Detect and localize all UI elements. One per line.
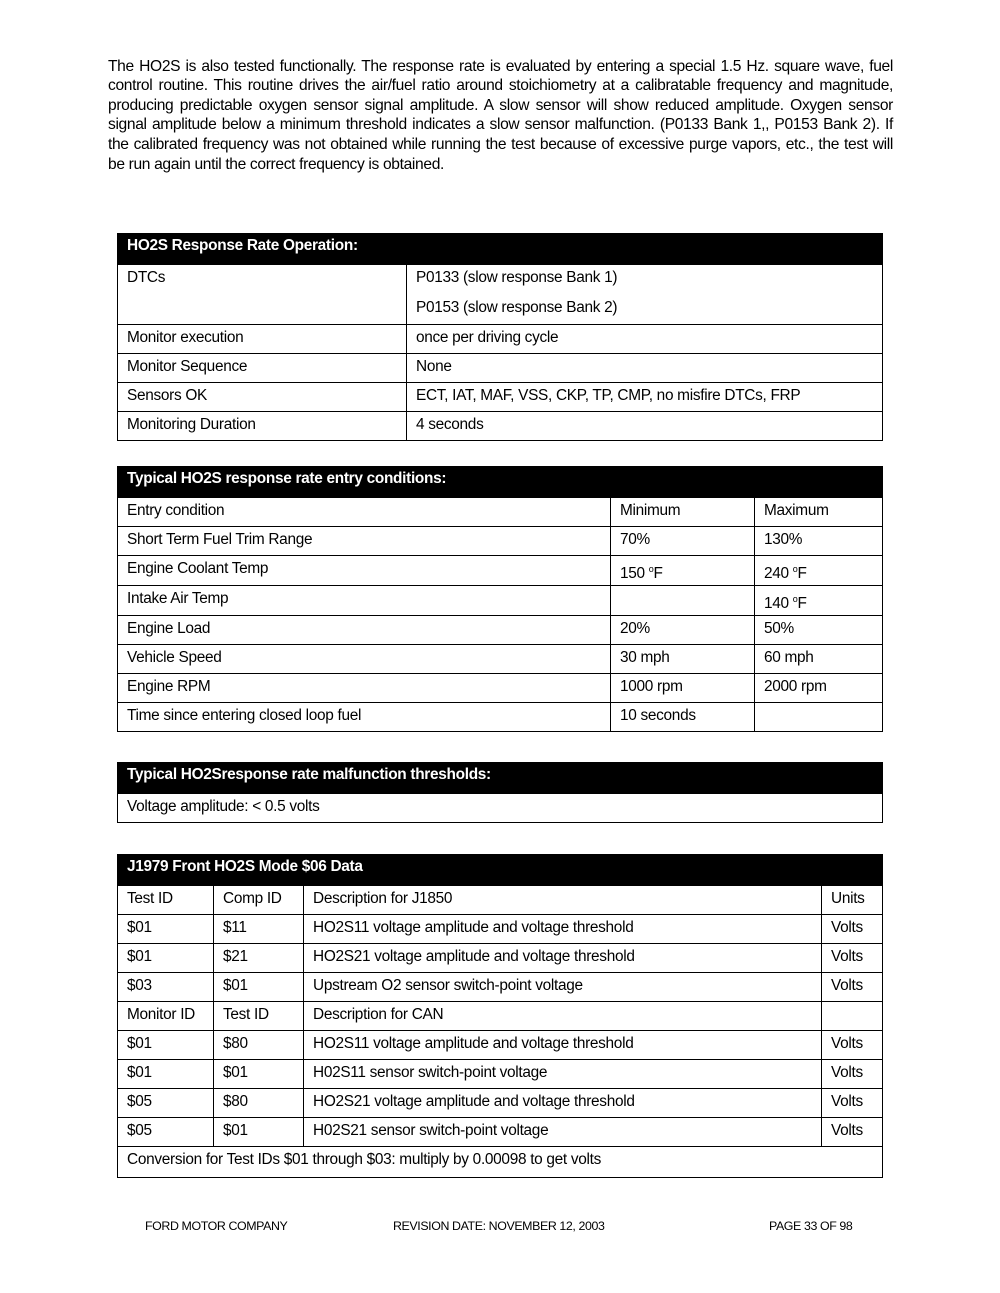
description-cell: H02S21 sensor switch-point voltage <box>304 1118 822 1147</box>
table-row <box>118 265 883 325</box>
table-header-row <box>118 498 883 527</box>
row-label: Monitor execution <box>118 325 407 354</box>
monitor-id-cell: $01 <box>118 1031 214 1060</box>
degree-symbol: o <box>648 564 654 574</box>
footer-company: FORD MOTOR COMPANY <box>145 1219 288 1233</box>
table-row <box>118 1060 883 1089</box>
max-cell: 130% <box>755 527 883 556</box>
footer-page-number: PAGE 33 OF 98 <box>769 1219 853 1233</box>
table-row <box>118 325 883 354</box>
max-cell: 240 $^o$F <box>755 556 883 586</box>
column-header: Test ID <box>118 886 214 915</box>
max-cell: 60 mph <box>755 645 883 674</box>
row-label: Monitoring Duration <box>118 412 407 441</box>
malfunction-thresholds-table <box>117 762 883 823</box>
row-value: None <box>407 354 883 383</box>
row-value: 4 seconds <box>407 412 883 441</box>
description-cell: Upstream O2 sensor switch-point voltage <box>304 973 822 1002</box>
row-value: ECT, IAT, MAF, VSS, CKP, TP, CMP, no misfire DTCs, FRP <box>407 383 883 412</box>
table-row <box>118 973 883 1002</box>
column-header: Maximum <box>755 498 883 527</box>
max-cell <box>755 703 883 732</box>
row-label: Monitor Sequence <box>118 354 407 383</box>
degree-symbol: o <box>792 564 798 574</box>
dtc-bank2: P0153 (slow response Bank 2) <box>416 299 618 316</box>
comp-id-cell: $11 <box>214 915 304 944</box>
table-row <box>118 915 883 944</box>
column-header: Description for CAN <box>304 1002 822 1031</box>
min-cell: 70% <box>611 527 755 556</box>
test-id-cell: $01 <box>214 1060 304 1089</box>
table-row <box>118 674 883 703</box>
entry-table-title: Typical HO2S response rate entry conditions: <box>118 467 883 498</box>
units-cell: Volts <box>822 1118 883 1147</box>
operation-table-title: HO2S Response Rate Operation: <box>118 234 883 265</box>
test-id-cell: $01 <box>214 1118 304 1147</box>
mode06-table-title: J1979 Front HO2S Mode $06 Data <box>118 855 883 886</box>
min-cell: 20% <box>611 616 755 645</box>
table-row <box>118 1118 883 1147</box>
condition-cell: Time since entering closed loop fuel <box>118 703 611 732</box>
units-cell: Volts <box>822 944 883 973</box>
column-header <box>822 1002 883 1031</box>
entry-conditions-table <box>117 466 883 732</box>
column-header: Description for J1850 <box>304 886 822 915</box>
description-cell: H02S11 sensor switch-point voltage <box>304 1060 822 1089</box>
test-id-cell: $01 <box>118 915 214 944</box>
test-id-cell: $80 <box>214 1031 304 1060</box>
row-value: once per driving cycle <box>407 325 883 354</box>
table-row <box>118 527 883 556</box>
condition-cell: Short Term Fuel Trim Range <box>118 527 611 556</box>
units-cell: Volts <box>822 915 883 944</box>
max-cell: 2000 rpm <box>755 674 883 703</box>
column-header: Entry condition <box>118 498 611 527</box>
row-label: DTCs <box>118 265 407 325</box>
column-header: Minimum <box>611 498 755 527</box>
units-cell: Volts <box>822 1031 883 1060</box>
units-cell: Volts <box>822 973 883 1002</box>
column-header: Test ID <box>214 1002 304 1031</box>
table-row <box>118 645 883 674</box>
intro-paragraph: The HO2S is also tested functionally. The response rate is evaluated by entering a special 1.5 Hz. square wave, fuel control routine. This routine drives the air/fuel ratio around stoichiometry at a calibratable frequency and magnitude, producing predictable oxygen sensor signal amplitude. A slow sensor will show reduced amplitude. Oxygen sensor signal amplitude below a minimum threshold indicates a slow sensor malfunction. (P0133 Bank 1,, P0153 Bank 2). If the calibrated frequency was not obtained while running the test because of excessive purge vapors, etc., the test will be run again until the correct frequency is obtained. <box>108 57 893 173</box>
column-header: Units <box>822 886 883 915</box>
monitor-id-cell: $05 <box>118 1118 214 1147</box>
units-cell: Volts <box>822 1060 883 1089</box>
max-cell: 140 $^o$F <box>755 586 883 616</box>
description-cell: HO2S21 voltage amplitude and voltage threshold <box>304 1089 822 1118</box>
column-header: Comp ID <box>214 886 304 915</box>
min-cell: 10 seconds <box>611 703 755 732</box>
table-row <box>118 616 883 645</box>
table-row <box>118 1031 883 1060</box>
operation-table <box>117 233 883 441</box>
column-header: Monitor ID <box>118 1002 214 1031</box>
condition-cell: Engine RPM <box>118 674 611 703</box>
condition-cell: Engine Coolant Temp <box>118 556 611 586</box>
max-cell: 50% <box>755 616 883 645</box>
description-cell: HO2S11 voltage amplitude and voltage threshold <box>304 915 822 944</box>
condition-cell: Engine Load <box>118 616 611 645</box>
condition-cell: Intake Air Temp <box>118 586 611 616</box>
description-cell: HO2S11 voltage amplitude and voltage threshold <box>304 1031 822 1060</box>
table-row <box>118 1147 883 1178</box>
condition-cell: Vehicle Speed <box>118 645 611 674</box>
min-cell: 150 $^o$F <box>611 556 755 586</box>
test-id-cell: $01 <box>118 944 214 973</box>
table-row <box>118 412 883 441</box>
comp-id-cell: $21 <box>214 944 304 973</box>
monitor-id-cell: $05 <box>118 1089 214 1118</box>
threshold-value: Voltage amplitude: < 0.5 volts <box>118 794 883 823</box>
table-header-row <box>118 1002 883 1031</box>
row-label: Sensors OK <box>118 383 407 412</box>
table-row <box>118 586 883 616</box>
table-row <box>118 944 883 973</box>
table-row <box>118 794 883 823</box>
degree-symbol: o <box>792 594 798 604</box>
table-row <box>118 383 883 412</box>
units-cell: Volts <box>822 1089 883 1118</box>
test-id-cell: $03 <box>118 973 214 1002</box>
table-row <box>118 703 883 732</box>
table-row <box>118 354 883 383</box>
threshold-table-title: Typical HO2Sresponse rate malfunction thresholds: <box>118 763 883 794</box>
comp-id-cell: $01 <box>214 973 304 1002</box>
table-row <box>118 1089 883 1118</box>
description-cell: HO2S21 voltage amplitude and voltage threshold <box>304 944 822 973</box>
test-id-cell: $80 <box>214 1089 304 1118</box>
mode06-table <box>117 854 883 1178</box>
row-value <box>407 265 883 325</box>
min-cell <box>611 586 755 616</box>
min-cell: 1000 rpm <box>611 674 755 703</box>
table-header-row <box>118 886 883 915</box>
table-row <box>118 556 883 586</box>
monitor-id-cell: $01 <box>118 1060 214 1089</box>
footer-revision-date: REVISION DATE: NOVEMBER 12, 2003 <box>393 1219 605 1233</box>
min-cell: 30 mph <box>611 645 755 674</box>
conversion-note: Conversion for Test IDs $01 through $03: multiply by 0.00098 to get volts <box>118 1147 883 1178</box>
dtc-bank1: P0133 (slow response Bank 1) <box>416 269 618 286</box>
